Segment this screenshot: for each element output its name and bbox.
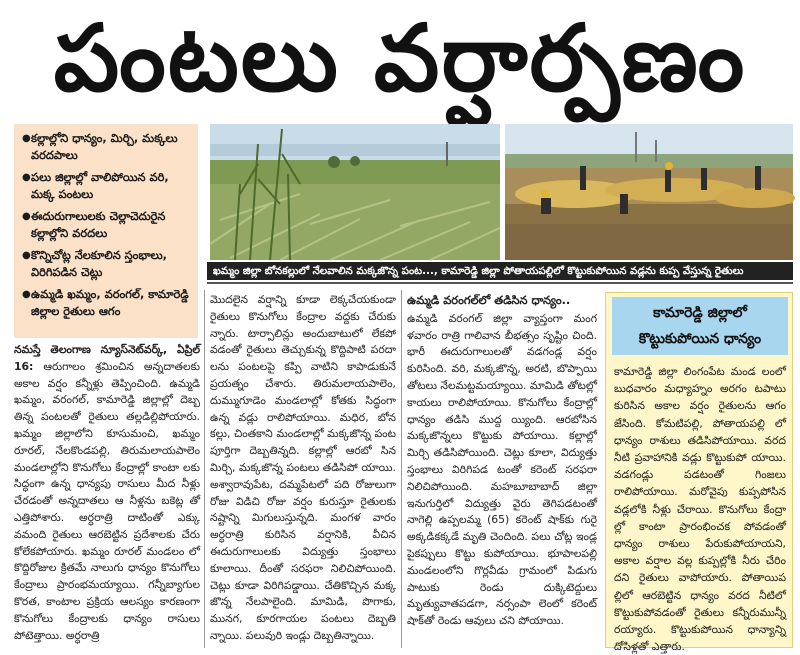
column-rule [401,290,402,648]
article-column-3 [407,292,597,648]
article-text: మొదలైన వర్షాన్ని కూడా లెక్కచేయకుండా రైతులు కొనుగోలు కేంద్రాల వద్దకు చేరుకు న్నారు. టార్పాలిన్లు అందుబాటులో లేకపో వడంతో రైతులు తెచ్చుకున్న కొద్దిపాటి పరదా లను పంటలపై కప్పి వాటిని కాపాడుకునే ప్రయత్నం చేశారు. తిరుమలాయపాలెం, దుమ్ముగూడెం మండలాల్లో కోతకు సిద్ధంగా ఉన్న వడ్లు రాలిపోయాయి. మధిర, బోన కల్లు, చింతకాని మండలాల్లో మక్కజొన్న పంట పూర్తిగా దెబ్బతిన్నది. కల్లాల్లో ఆరబో సిన మిర్చి, మక్కజొన్న పంటలు తడిసిపో యాయి. అశ్వారావుపేట, దమ్మపేటలో పది రోజులుగా రోజు విడిచి రోజు వర్షం కురుస్తూ రైతులకు నష్టాన్ని మిగులుస్తున్నది. మంగళ వారం అర్ధరాత్రి కురిసిన వర్షానికి, వీచిన ఈదురుగాలులకు విద్యుత్తు స్తంభాలు కూలాయి. దీంతో సరఫరా నిలిచిపోయింది. చెట్లు కూడా విరిగిపడ్డాయి. చేతికొచ్చిన మక్క జొన్న నేలపాలైంది. మామిడి, పొగాకు, మునగ, కూరగాయల పంటలు దెబ్బతి న్నాయి. పలువురి ఇండ్లు దెబ్బతిన్నాయి. [210,293,396,642]
maize-field-photo [210,124,500,260]
headline: పంటలు వర్షార్పణం [53,5,747,112]
sidebar-text: కామారెడ్డి జిల్లా లింగంపేట మండ లంలో బుధవారం మధ్యాహ్నం అరగం టపాటు కురిసిన అకాల వర్షం రైతులను ఆగం జేసింది. కోమటిపల్లి, పోతాయపల్లి లో ధాన్యం రాశులు తడిసిపోయాయి. వరద నీటి ప్రవాహానికి వడ్లు కొట్టుకుపో యాయి. వడగండ్లు పడటంతో గింజలు రాలిపోయాయి. మరోవైపు కుప్పపోసిన వడ్లలోకి నీళ్లు చేరాయి. కొనుగోలు కేంద్రా ల్లో కాంటా ప్రారంభించక పోవడంతో ధాన్యం రాశులు పేరుకుపోయాయని, అకాల వర్షాల వల్ల కుప్పల్లోకి నీరు చేరిం దని రైతులు వాపోయారు. పోతాయిప ల్లిలో ఆరబెట్టిన ధాన్యం వరద నీటిలో కొట్టుకుపోవడంతో రైతులు కన్నీరుమున్నీ రయ్యారు. కొట్టుకుపోయిన ధాన్యాన్ని దోసిళ్లతో ఎత్తారు. [614,365,786,654]
highlight-text: కొన్నిచోట్ల నేలకూలిన స్తంభాలు, విరిగిపడిన చెట్లు [31,248,167,279]
article-column-2 [210,292,396,648]
bullet-icon: ● [22,172,31,183]
article-column-1 [14,342,200,646]
bullet-icon: ● [22,289,31,300]
bullet-icon: ● [22,250,31,261]
section-divider [207,282,793,284]
sidebar-title: కామారెడ్డి జిల్లాలో కొట్టుకుపోయిన ధాన్యం [612,297,788,355]
sidebar-box [605,292,793,654]
highlight-text: ఉమ్మడి ఖమ్మం, వరంగల్, కామారెడ్డి జిల్లాల రైతులు ఆగం [31,287,189,318]
bullet-icon: ● [22,211,31,222]
highlight-item [22,130,190,164]
subheading: ఉమ్మడి వరంగల్‌లో తడిసిన ధాన్యం.. [407,293,571,307]
photo-caption: ఖమ్మం జిల్లా బోనకల్లులో నేలవాలిన మక్కజొన్న పంట..., కామారెడ్డి జిల్లా పోతాయపల్లిలో కొట్టుకుపోయిన వడ్లను కుప్ప వేస్తున్న రైతులు [207,262,793,280]
highlight-item [22,247,190,281]
bullet-icon: ● [22,133,31,144]
highlight-text: కల్లాల్లోని ధాన్యం, మిర్చి, మక్కలు వరదపాలు [31,131,178,162]
column-rule [204,290,205,648]
dateline: నమస్తే తెలంగాణ న్యూస్‌నెట్‌వర్క్, ఏప్రిల్ 16: [14,343,200,373]
highlight-text: ఈదురుగాలులకు చెల్లాచెదురైన కల్లాల్లోని వరదలు [31,209,166,240]
paddy-heap-photo [505,124,793,260]
highlights-box [14,124,198,338]
article-text: ఉమ్మడి వరంగల్ జిల్లా వ్యాప్తంగా మంగ ళవారం రాత్రి గాలివాన బీభత్సం సృష్టిం చింది. భారీ ఈదురుగాలులతో వడగండ్ల వర్షం కురిసింది. వరి, మక్కజొన్న, అరటి, బొప్పాయి తోటలు నేలమట్టమయ్యాయి. మామిడి తోటల్లో కాయలు రాలిపోయాయి. కొనుగోలు కేంద్రాల్లో ధాన్యం తడిసి ముద్ద య్యింది. ఆరబోసిన మక్కజొన్నలు కొట్టుకు పోయాయి. కల్లాల్లో మిర్చి తడిసిపోయింది. చెట్లు కూలా, విద్యుత్తు స్తంభాలు విరిగిపడ టంతో కరెంట్ సరఫరా నిలిచిపోయింది. మహబూబాబాద్ జిల్లా ఇనుగుర్తిలో విద్యుత్తు వైరు తెగిపడటంతో నాగెల్లి ఉప్పలమ్మ (65) కరెంట్ షాక్‌కు గురై అక్కడికక్కడే మృతి చెందింది. పలు చోట్ల ఇండ్ల పైకప్పులు కొట్టు కుపోయాయి. భూపాలపల్లి మండలంలోని గొర్లవీడు గ్రామంలో పిడుగు పాటుకు రెండు దుక్కిటెద్దులు మృత్యువాతపడగా, నర్సంపా లెంలో కరెంట్ షాక్‌తో రెండు ఆవులు చని పోయాయి. [407,311,597,628]
highlight-item [22,208,190,242]
highlight-text: పలు జిల్లాల్లో వాలిపోయిన వరి, మక్క పంటలు [31,170,169,201]
highlight-item [22,169,190,203]
highlight-item [22,286,190,320]
article-text: ఆరుగాలం శ్రమించిన అన్నదాతలకు అకాల వర్షం కన్నీళ్లు తెప్పించింది. ఉమ్మడి ఖమ్మం, వరంగల్, కామారెడ్డి జిల్లాల్లో దెబ్బ తిన్న పంటలతో రైతులు తల్లడిల్లిపోయారు. ఖమ్మం జిల్లాలోని కూసుమంచి, ఖమ్మం రూరల్, నేలకొండపల్లి, తిరుమలాయపాలెం మండలాల్లోని కొనుగోలు కేంద్రాల్లో కాంటా లకు సిద్ధంగా ఉన్న ధాన్యపు రాసులు మీద నీళ్లు చేరడంతో అన్నదాతలు ఆ నీళ్లను బకెట్ల తో ఎత్తిపోశారు. అర్ధరాత్రి దాటింతో ఎక్కు వమంది రైతులు ఆరబెట్టిన ప్రదేశాలకు చేరు కోలేకపోయారు. ఖమ్మం రూరల్ మండలం లో కొద్దిరోజుల క్రితమే నాలుగు ధాన్యం కొనుగోలు కేంద్రాలు ప్రారంభమయ్యాయి. గన్నీబ్యాగుల కొరత, కాంటాల ప్రక్రియ ఆలస్యం కారణంగా కొనుగోలు కేంద్రాలకు ధాన్యం రాసులు పోటెత్తాయి. అర్ధరాత్రి [14,359,200,642]
